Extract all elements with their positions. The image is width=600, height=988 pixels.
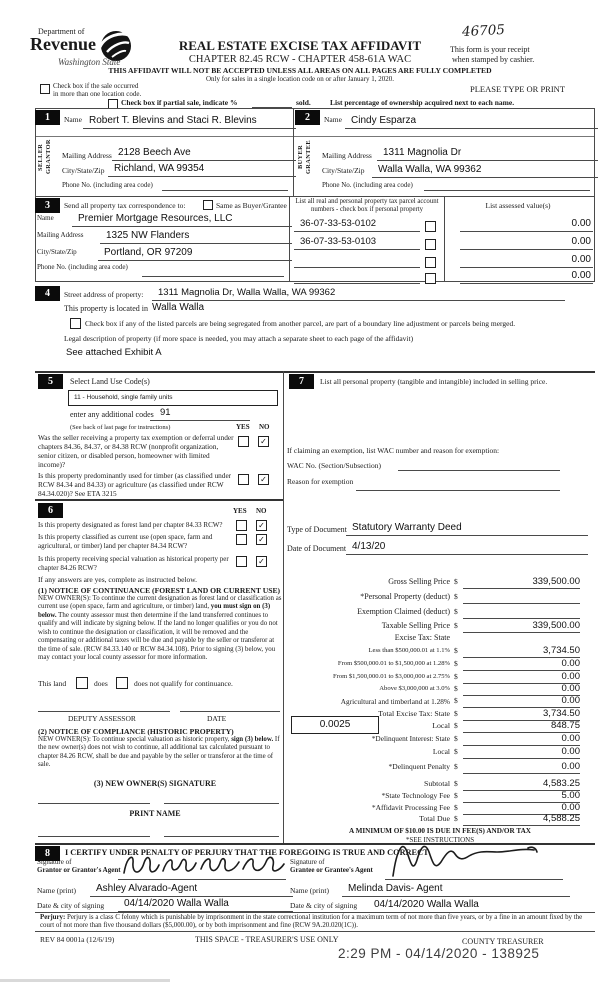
- grantee-signature-line: [385, 879, 563, 880]
- deputy-assessor-line[interactable]: [38, 711, 170, 712]
- revenue-logo-text: Revenue: [30, 34, 96, 54]
- parcel-number-field[interactable]: 36-07-33-53-0102: [294, 217, 420, 232]
- personal-deduct-label: *Personal Property (deduct): [360, 592, 450, 601]
- see-instructions-note: *SEE INSTRUCTIONS: [405, 836, 475, 844]
- s5-question1: Was the seller receiving a property tax exemption or deferral under chapters 84.36, 84.37, or 84.38 RCW (nonprofit organization, senior citizen, or disabled person, homeowner with limited income)?: [38, 433, 234, 469]
- rule: [594, 108, 595, 281]
- s5-q1-no-checkbox[interactable]: [258, 436, 269, 447]
- assessed-column-header: List assessed value(s): [485, 201, 551, 210]
- receipt-note-line2: when stamped by cashier.: [452, 55, 535, 64]
- buyer-city-field[interactable]: Walla Walla, WA 99362: [372, 163, 598, 178]
- check-icon: ✓: [258, 556, 265, 566]
- parcel-personal-checkbox[interactable]: [425, 221, 436, 232]
- local-tax-field[interactable]: 848.75: [463, 720, 580, 733]
- s6-question3: Is this property receiving special valuation as historical property per chapter 84.26 RCW?: [38, 555, 229, 572]
- section7-number: 7: [289, 374, 314, 389]
- total-excise-state-label: Total Excise Tax: State: [378, 709, 450, 718]
- section4-number: 4: [35, 286, 60, 301]
- currency-sign: $: [454, 577, 458, 586]
- multi-location-label: Check box if the sale occurred: [53, 82, 139, 90]
- s3-name-field[interactable]: Premier Mortgage Resources, LLC: [72, 212, 292, 227]
- land-use-title: Select Land Use Code(s): [70, 377, 150, 386]
- buyer-mailing-field[interactable]: 1311 Magnolia Dr: [377, 146, 598, 161]
- wac-label: WAC No. (Section/Subsection): [287, 461, 381, 470]
- grantor-signature[interactable]: [120, 849, 288, 881]
- currency-sign: $: [454, 684, 458, 693]
- yes-column-label: YES: [233, 507, 247, 515]
- check-icon: ✓: [260, 436, 267, 446]
- assessor-date-line[interactable]: [180, 711, 280, 712]
- rule: [36, 136, 293, 137]
- excise-tax-state-header: Excise Tax: State: [394, 633, 450, 642]
- rule: [35, 371, 595, 373]
- parcel-number-field[interactable]: [294, 269, 420, 284]
- print-name-line[interactable]: [164, 836, 279, 837]
- notice1-pre: NEW OWNER(S): To continue the current designation as forest land or classification as current use (open space, farm and agriculture, or timber) land,: [38, 595, 282, 611]
- seller-phone-label: Phone No. (including area code): [62, 181, 153, 189]
- notice1-post: The county assessor must then determine if the land transferred continues to qualify and will indicate by signing below. If the land no longer qualifies or you do not wish to continue the designation or classification, it will be removed and the compensating or additional taxes will be due and payable by the seller or transferor at the time of sale. (RCW 84.33.140 or RCW 84.34.108). Prior to signing (3) below, you may contact your local county assessor for more information.: [38, 611, 278, 661]
- currency-sign: $: [454, 779, 458, 788]
- grantee-name-print-label: Name (print): [290, 886, 329, 895]
- local-rate-box[interactable]: 0.0025: [291, 716, 379, 734]
- perjury-label: Perjury:: [40, 914, 66, 921]
- currency-sign: $: [454, 791, 458, 800]
- partial-sale-label: Check box if partial sale, indicate %: [121, 98, 238, 107]
- buyer-phone-blank[interactable]: [424, 190, 590, 191]
- delinquent-penalty-label: *Delinquent Penalty: [388, 762, 450, 771]
- claiming-exemption-label: If claiming an exemption, list WAC number and reason for exemption:: [287, 446, 500, 455]
- currency-sign: $: [454, 592, 458, 601]
- handwritten-receipt-number: 46705: [461, 21, 506, 41]
- subtotal-field[interactable]: 4,583.25: [463, 778, 580, 791]
- total-due-field[interactable]: 4,588.25: [463, 813, 580, 826]
- parcel-personal-checkbox[interactable]: [425, 257, 436, 268]
- currency-sign: $: [454, 696, 458, 705]
- tier1-label: Less than $500,000.01 at 1.1%: [368, 647, 450, 654]
- s5-q2-yes-checkbox[interactable]: [238, 474, 249, 485]
- segregated-checkbox[interactable]: [70, 318, 81, 329]
- seller-side-label-2: GRANTOR: [45, 139, 52, 175]
- rule: [35, 912, 595, 913]
- s3-phone-blank[interactable]: [142, 276, 284, 277]
- washington-state-label: Washington State: [58, 57, 121, 67]
- rule: [35, 196, 595, 197]
- rule: [294, 136, 594, 137]
- grantor-date-city-label: Date & city of signing: [37, 901, 105, 910]
- type-of-document-label: Type of Document: [287, 525, 347, 534]
- multi-location-label2: in more than one location code.: [53, 90, 142, 98]
- notice2-pre: NEW OWNER(S): To continue special valuation as historic property,: [38, 736, 232, 743]
- seller-phone-blank[interactable]: [162, 190, 288, 191]
- grantee-date-city-label: Date & city of signing: [290, 901, 358, 910]
- section8-number: 8: [35, 846, 60, 861]
- affidavit-fee-label: *Affidavit Processing Fee: [371, 803, 450, 812]
- tier2-label: From $500,000.01 to $1,500,000 at 1.28%: [337, 660, 450, 667]
- delinquent-interest-label: *Delinquent Interest: State: [371, 734, 450, 743]
- buyer-mailing-label: Mailing Address: [322, 151, 372, 160]
- parcel-column-header: List all real and personal property tax parcel account numbers - check box if personal property: [295, 198, 439, 214]
- land-use-code-box[interactable]: [68, 390, 278, 406]
- this-land-label: This land: [38, 679, 67, 688]
- agricultural-label: Agricultural and timberland at 1.28%: [340, 697, 450, 706]
- rule: [289, 196, 290, 281]
- grantee-signature-of-label: Signature of: [290, 858, 325, 866]
- currency-sign: $: [454, 607, 458, 616]
- sold-label: sold.: [296, 98, 311, 107]
- rule: [444, 196, 445, 281]
- local-interest-label: Local: [432, 747, 450, 756]
- seller-name-label: Name: [64, 115, 82, 124]
- cashier-stamp: 2:29 PM - 04/14/2020 - 138925: [338, 946, 540, 961]
- s6-question2: Is this property classified as current use (open space, farm and agricultural, or timber) land per chapter 84.34 RCW?: [38, 533, 213, 550]
- check-icon: ✓: [260, 474, 267, 484]
- certify-statement: I CERTIFY UNDER PENALTY OF PERJURY THAT THE FOREGOING IS TRUE AND CORRECT: [65, 848, 429, 857]
- print-name-line[interactable]: [38, 836, 150, 837]
- parcel-personal-checkbox[interactable]: [425, 273, 436, 284]
- land-does-not-checkbox[interactable]: [116, 677, 128, 689]
- personal-deduct-field[interactable]: [463, 591, 580, 604]
- land-use-code-value: 11 - Household, single family units: [74, 394, 173, 401]
- legal-description-label: Legal description of property (if more space is needed, you may attach a separate sheet to each page of the affidavit): [64, 334, 414, 343]
- exemption-deduct-label: Exemption Claimed (deduct): [357, 607, 450, 616]
- currency-sign: $: [454, 709, 458, 718]
- no-column-label: NO: [256, 507, 267, 515]
- notice1-paragraph: [38, 595, 283, 662]
- owner-signature-line[interactable]: [164, 803, 279, 804]
- section5-number: 5: [38, 374, 63, 389]
- wac-blank[interactable]: [398, 470, 560, 471]
- only-sales-note: Only for sales in a single location code on or after January 1, 2020.: [206, 75, 394, 83]
- grantee-agent-label: Grantee or Grantee's Agent: [290, 866, 373, 874]
- s3-mailing-label: Mailing Address: [37, 231, 84, 239]
- currency-sign: $: [454, 659, 458, 668]
- section6-number: 6: [38, 503, 63, 518]
- s5-q1-yes-checkbox[interactable]: [238, 436, 249, 447]
- tier3-field[interactable]: 0.00: [463, 671, 580, 684]
- buyer-city-label: City/State/Zip: [322, 166, 365, 175]
- seller-mailing-field[interactable]: 2128 Beech Ave: [112, 146, 296, 161]
- located-in-field[interactable]: Walla Walla: [152, 302, 205, 313]
- yes-column-label: YES: [236, 423, 250, 431]
- gross-price-label: Gross Selling Price: [388, 577, 450, 586]
- notice2-post: If the new owner(s) does not wish to continue, all additional tax calculated pursuant to chapter 84.26 RCW, shall be due and payable by the seller or transferor at the time of sale.: [38, 736, 280, 769]
- buyer-side-label-2: GRANTEE: [305, 140, 312, 174]
- grantee-name-field[interactable]: Melinda Davis- Agent: [342, 882, 570, 897]
- delinquent-interest-field[interactable]: 0.00: [463, 733, 580, 746]
- s6-question1: Is this property designated as forest land per chapter 84.33 RCW?: [38, 521, 223, 529]
- multi-location-checkbox[interactable]: [40, 84, 50, 94]
- assessor-date-label: DATE: [207, 714, 227, 723]
- land-does-checkbox[interactable]: [76, 677, 88, 689]
- does-label: does: [94, 679, 108, 688]
- street-address-field[interactable]: 1311 Magnolia Dr, Walla Walla, WA 99362: [152, 286, 565, 301]
- parcel-number-field[interactable]: 36-07-33-53-0103: [294, 235, 420, 250]
- date-of-document-field[interactable]: 4/13/20: [346, 540, 588, 555]
- state-tech-fee-field[interactable]: 5.00: [463, 790, 580, 803]
- seller-side-label-1: SELLER: [37, 143, 44, 171]
- rule: [35, 108, 36, 281]
- s6-q3-no-checkbox[interactable]: [256, 556, 267, 567]
- buyer-side-label-1: BUYER: [297, 144, 304, 170]
- send-correspondence-label: Send all property tax correspondence to:: [64, 201, 186, 210]
- currency-sign: $: [454, 803, 458, 812]
- assessed-value-field[interactable]: 0.00: [460, 269, 593, 284]
- seller-city-label: City/State/Zip: [62, 166, 105, 175]
- s3-city-field[interactable]: Portland, OR 97209: [98, 246, 292, 261]
- currency-sign: $: [454, 646, 458, 655]
- grantor-name-field[interactable]: Ashley Alvarado-Agent: [90, 882, 293, 897]
- tier2-field[interactable]: 0.00: [463, 658, 580, 671]
- grantee-date-city-field[interactable]: 04/14/2020 Walla Walla: [368, 898, 571, 913]
- assessed-value-field[interactable]: 0.00: [460, 217, 593, 232]
- legal-description-value[interactable]: See attached Exhibit A: [66, 347, 162, 358]
- deputy-assessor-label: DEPUTY ASSESSOR: [68, 714, 136, 723]
- type-of-document-field[interactable]: Statutory Warranty Deed: [346, 521, 588, 536]
- owner-signature-line[interactable]: [38, 803, 150, 804]
- total-due-label: Total Due: [419, 814, 450, 823]
- additional-codes-label: enter any additional codes: [70, 410, 154, 419]
- street-address-label: Street address of property:: [64, 290, 144, 299]
- rule: [35, 108, 595, 109]
- assessed-value-field[interactable]: 0.00: [460, 253, 593, 268]
- parcel-personal-checkbox[interactable]: [425, 239, 436, 250]
- taxable-price-field[interactable]: 339,500.00: [463, 620, 580, 633]
- grantor-name-print-label: Name (print): [37, 886, 76, 895]
- treasurers-use-label: THIS SPACE - TREASURER'S USE ONLY: [195, 935, 339, 944]
- grantee-signature[interactable]: [388, 836, 540, 880]
- currency-sign: $: [454, 747, 458, 756]
- s3-mailing-field[interactable]: 1325 NW Flanders: [100, 229, 292, 244]
- s3-name-label: Name: [37, 214, 54, 222]
- form-subtitle: CHAPTER 82.45 RCW - CHAPTER 458-61A WAC: [188, 54, 412, 65]
- parcel-number-field[interactable]: [294, 253, 420, 268]
- s6-q3-yes-checkbox[interactable]: [236, 556, 247, 567]
- notice2-paragraph: [38, 736, 283, 770]
- exemption-deduct-field[interactable]: [463, 606, 580, 619]
- s6-q2-no-checkbox[interactable]: [256, 534, 267, 545]
- rule: [35, 499, 283, 501]
- buyer-name-label: Name: [324, 115, 342, 124]
- new-owner-signature-title: (3) NEW OWNER(S) SIGNATURE: [93, 779, 217, 788]
- if-yes-note: If any answers are yes, complete as instructed below.: [38, 575, 198, 584]
- s6-q1-yes-checkbox[interactable]: [236, 520, 247, 531]
- currency-sign: $: [454, 721, 458, 730]
- state-tech-fee-label: *State Technology Fee: [381, 791, 450, 800]
- same-as-buyer-label: Same as Buyer/Grantee: [216, 201, 287, 210]
- dept-of-label: Department of: [38, 27, 85, 36]
- s6-q1-no-checkbox[interactable]: [256, 520, 267, 531]
- please-type-or-print: PLEASE TYPE OR PRINT: [470, 84, 566, 94]
- rule: [35, 931, 595, 932]
- form-rev-number: REV 84 0001a (12/6/19): [40, 935, 115, 944]
- no-column-label: NO: [259, 423, 270, 431]
- minimum-due-note: A MINIMUM OF $10.00 IS DUE IN FEE(S) AND/OR TAX: [349, 827, 531, 835]
- perjury-paragraph: [40, 914, 585, 931]
- personal-property-title: List all personal property (tangible and intangible) included in selling price.: [320, 377, 548, 386]
- notice2-title: (2) NOTICE OF COMPLIANCE (HISTORIC PROPERTY): [38, 727, 234, 736]
- check-icon: ✓: [258, 534, 265, 544]
- tier1-field[interactable]: 3,734.50: [463, 645, 580, 658]
- tier4-field[interactable]: 0.00: [463, 683, 580, 696]
- taxable-price-label: Taxable Selling Price: [381, 621, 450, 630]
- tier4-label: Above $3,000,000 at 3.0%: [379, 685, 450, 692]
- s3-city-label: City/State/Zip: [37, 248, 77, 256]
- grantor-signature-of-label: Signature of: [37, 858, 72, 866]
- currency-sign: $: [454, 762, 458, 771]
- seller-city-field[interactable]: Richland, WA 99354: [108, 162, 296, 177]
- warning-line: THIS AFFIDAVIT WILL NOT BE ACCEPTED UNLESS ALL AREAS ON ALL PAGES ARE FULLY COMPLETED: [108, 66, 492, 75]
- currency-sign: $: [454, 734, 458, 743]
- total-excise-state-field[interactable]: 3,734.50: [463, 708, 580, 721]
- s6-q2-yes-checkbox[interactable]: [236, 534, 247, 545]
- reason-label: Reason for exemption: [287, 477, 354, 486]
- s5-question2: Is this property predominantly used for timber (as classified under RCW 84.34 and 84.33) or agriculture (as classified under RCW 84.34.020)? See ETA 3215: [38, 471, 232, 498]
- local-interest-field[interactable]: 0.00: [463, 746, 580, 759]
- grantor-signature-line: [118, 879, 286, 880]
- check-icon: ✓: [258, 520, 265, 530]
- receipt-note-line1: This form is your receipt: [450, 45, 530, 54]
- seller-name-field[interactable]: Robert T. Blevins and Staci R. Blevins: [83, 114, 296, 129]
- delinquent-penalty-field[interactable]: 0.00: [463, 761, 580, 774]
- buyer-phone-label: Phone No. (including area code): [322, 181, 413, 189]
- buyer-name-field[interactable]: Cindy Esparza: [345, 114, 598, 129]
- s5-q2-no-checkbox[interactable]: [258, 474, 269, 485]
- located-in-label: This property is located in: [64, 304, 148, 313]
- see-back-note: (See back of last page for instructions): [70, 424, 171, 431]
- seller-mailing-label: Mailing Address: [62, 151, 112, 160]
- same-as-buyer-checkbox[interactable]: [203, 200, 213, 210]
- currency-sign: $: [454, 814, 458, 823]
- additional-codes-field[interactable]: 91: [150, 406, 250, 421]
- notice1-title: (1) NOTICE OF CONTINUANCE (FOREST LAND OR CURRENT USE): [38, 586, 281, 595]
- perjury-text: Perjury is a class C felony which is punishable by imprisonment in the state correctional institution for a maximum term of not more than five years, or by a fine in an amount fixed by the court of not more than five thousand dollars ($5,000.00), or by both imprisonment and fine (RCW 9A.20.020(1C)).: [40, 914, 583, 930]
- ownership-note: List percentage of ownership acquired next to each name.: [330, 98, 515, 107]
- currency-sign: $: [454, 672, 458, 681]
- tier3-label: From $1,500,000.01 to $3,000,000 at 2.75%: [332, 673, 450, 680]
- segregated-label: Check box if any of the listed parcels are being segregated from another parcel, are part of a boundary line adjustment or parcels being merged.: [85, 319, 516, 328]
- affidavit-fee-field[interactable]: 0.00: [463, 802, 580, 815]
- does-not-label: does not qualify for continuance.: [134, 679, 233, 688]
- section3-number: 3: [35, 198, 60, 213]
- grantor-agent-label: Grantor or Grantor's Agent: [37, 866, 121, 874]
- agricultural-field[interactable]: 0.00: [463, 695, 580, 708]
- s3-phone-label: Phone No. (including area code): [37, 263, 128, 271]
- local-tax-label: Local: [432, 721, 450, 730]
- scan-artifact: [0, 979, 170, 982]
- print-name-label: PRINT NAME: [129, 809, 181, 818]
- date-of-document-label: Date of Document: [287, 544, 347, 553]
- subtotal-label: Subtotal: [424, 779, 450, 788]
- section2-number: 2: [295, 110, 320, 125]
- gross-price-field[interactable]: 339,500.00: [463, 576, 580, 589]
- reason-blank[interactable]: [356, 490, 560, 491]
- section1-number: 1: [35, 110, 60, 125]
- currency-sign: $: [454, 621, 458, 630]
- county-treasurer-label: COUNTY TREASURER: [462, 937, 544, 946]
- notice2-bold: sign (3) below.: [231, 736, 274, 743]
- grantor-date-city-field[interactable]: 04/14/2020 Walla Walla: [118, 897, 293, 912]
- form-title: REAL ESTATE EXCISE TAX AFFIDAVIT: [178, 38, 422, 53]
- assessed-value-field[interactable]: 0.00: [460, 235, 593, 250]
- notice1-bold: you must sign on (3) below.: [38, 603, 271, 619]
